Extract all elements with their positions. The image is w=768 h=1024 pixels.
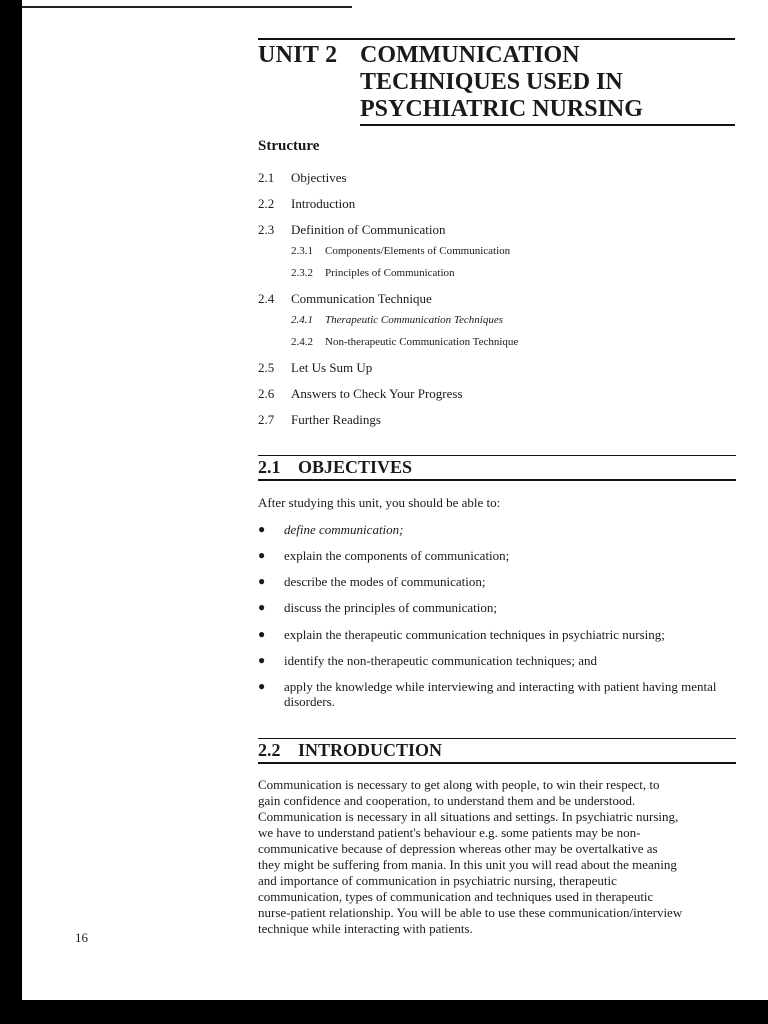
toc-item-label: Components/Elements of Communication bbox=[325, 245, 511, 257]
unit-label: UNIT 2 bbox=[258, 42, 338, 68]
page-number: 16 bbox=[75, 930, 88, 945]
objective-text: explain the therapeutic communication techniques in psychiatric nursing; bbox=[284, 627, 665, 642]
toc-item-number: 2.4 bbox=[258, 291, 275, 306]
paragraph-line: communication, types of communication and techniques used in therapeutic bbox=[258, 889, 654, 904]
bullet-dot-icon: ● bbox=[258, 600, 266, 614]
section-number: 2.1 bbox=[258, 457, 281, 477]
toc-item bbox=[258, 291, 432, 307]
toc-item-label: Let Us Sum Up bbox=[291, 360, 373, 375]
objective-text: apply the knowledge while interviewing and interacting with patient having mental disorders. bbox=[284, 679, 717, 709]
scan-border-left bbox=[0, 0, 22, 1024]
bullet-dot-icon: ● bbox=[258, 548, 266, 562]
toc-subitem bbox=[291, 267, 455, 279]
section-title: INTRODUCTION bbox=[298, 740, 443, 760]
toc-item bbox=[258, 386, 463, 402]
section-rule-bottom bbox=[258, 479, 736, 481]
bullet-dot-icon: ● bbox=[258, 522, 266, 536]
toc-item-number: 2.2 bbox=[258, 196, 275, 211]
toc-item bbox=[258, 412, 381, 428]
section-rule-top bbox=[258, 738, 736, 739]
toc-item-label: Therapeutic Communication Techniques bbox=[325, 314, 504, 326]
objective-text: discuss the principles of communication; bbox=[284, 600, 498, 615]
toc-subitem bbox=[291, 245, 510, 257]
section-heading-text bbox=[258, 457, 412, 478]
section-number: 2.2 bbox=[258, 740, 281, 760]
toc-item-label: Further Readings bbox=[291, 412, 381, 427]
bullet-dot-icon: ● bbox=[258, 679, 266, 693]
objective-text: describe the modes of communication; bbox=[284, 574, 486, 589]
paragraph-line: technique while interacting with patients. bbox=[258, 921, 473, 936]
header-rule-bottom bbox=[360, 124, 735, 126]
introduction-paragraph bbox=[258, 777, 743, 937]
unit-title-line: TECHNIQUES USED IN bbox=[360, 69, 623, 95]
unit-title-line: COMMUNICATION bbox=[360, 42, 580, 68]
structure-title: Structure bbox=[258, 138, 320, 154]
toc-item-label: Definition of Communication bbox=[291, 222, 446, 237]
paragraph-line: and importance of communication in psychiatric nursing, therapeutic bbox=[258, 873, 617, 888]
header-rule-top bbox=[258, 38, 735, 40]
section-rule-bottom bbox=[258, 762, 736, 764]
section-heading-text bbox=[258, 740, 442, 761]
scan-top-line bbox=[22, 6, 352, 8]
toc-item-number: 2.4.1 bbox=[291, 314, 313, 326]
toc-item-number: 2.4.2 bbox=[291, 336, 313, 348]
paragraph-line: we have to understand patient's behaviour e.g. some patients may be non- bbox=[258, 825, 641, 840]
paragraph-line: Communication is necessary in all situations and settings. In psychiatric nursing, bbox=[258, 809, 679, 824]
toc-item-number: 2.5 bbox=[258, 360, 275, 375]
objective-text: explain the components of communication; bbox=[284, 548, 510, 563]
bullet-dot-icon: ● bbox=[258, 574, 266, 588]
bullet-dot-icon: ● bbox=[258, 653, 266, 667]
unit-title-line: PSYCHIATRIC NURSING bbox=[360, 96, 643, 122]
objectives-intro: After studying this unit, you should be able to: bbox=[258, 495, 501, 510]
toc-subitem bbox=[291, 336, 518, 348]
scan-border-bottom bbox=[0, 1000, 768, 1024]
toc-item bbox=[258, 170, 347, 186]
paragraph-line: they might be suffering from mania. In this unit you will read about the meaning bbox=[258, 857, 677, 872]
objective-text: identify the non-therapeutic communication techniques; and bbox=[284, 653, 597, 668]
paragraph-line: gain confidence and cooperation, to understand them and be understood. bbox=[258, 793, 636, 808]
section-title: OBJECTIVES bbox=[298, 457, 413, 477]
toc-item-number: 2.3.1 bbox=[291, 245, 313, 257]
toc-item-number: 2.3.2 bbox=[291, 267, 313, 279]
bullet-dot-icon: ● bbox=[258, 627, 266, 641]
unit-title bbox=[360, 42, 643, 123]
toc-item-label: Answers to Check Your Progress bbox=[291, 386, 463, 401]
toc-item-label: Principles of Communication bbox=[325, 267, 455, 279]
toc-item-label: Introduction bbox=[291, 196, 356, 211]
paragraph-line: nurse-patient relationship. You will be able to use these communication/interview bbox=[258, 905, 683, 920]
section-rule-top bbox=[258, 455, 736, 456]
toc-item-label: Non-therapeutic Communication Technique bbox=[325, 336, 519, 348]
section-heading-introduction bbox=[258, 738, 736, 766]
toc-item-label: Communication Technique bbox=[291, 291, 432, 306]
paragraph-line: Communication is necessary to get along with people, to win their respect, to bbox=[258, 777, 660, 792]
section-heading-objectives bbox=[258, 455, 736, 483]
toc-item-number: 2.1 bbox=[258, 170, 275, 185]
toc-item-label: Objectives bbox=[291, 170, 347, 185]
toc-subitem bbox=[291, 314, 503, 326]
paragraph-line: communicative because of depression whereas other may be overtalkative as bbox=[258, 841, 658, 856]
toc-item bbox=[258, 196, 355, 212]
objective-text: define communication; bbox=[284, 522, 404, 537]
toc-item-number: 2.3 bbox=[258, 222, 275, 237]
toc-item-number: 2.7 bbox=[258, 412, 275, 427]
toc-item bbox=[258, 222, 446, 238]
toc-item bbox=[258, 360, 372, 376]
toc-item-number: 2.6 bbox=[258, 386, 275, 401]
